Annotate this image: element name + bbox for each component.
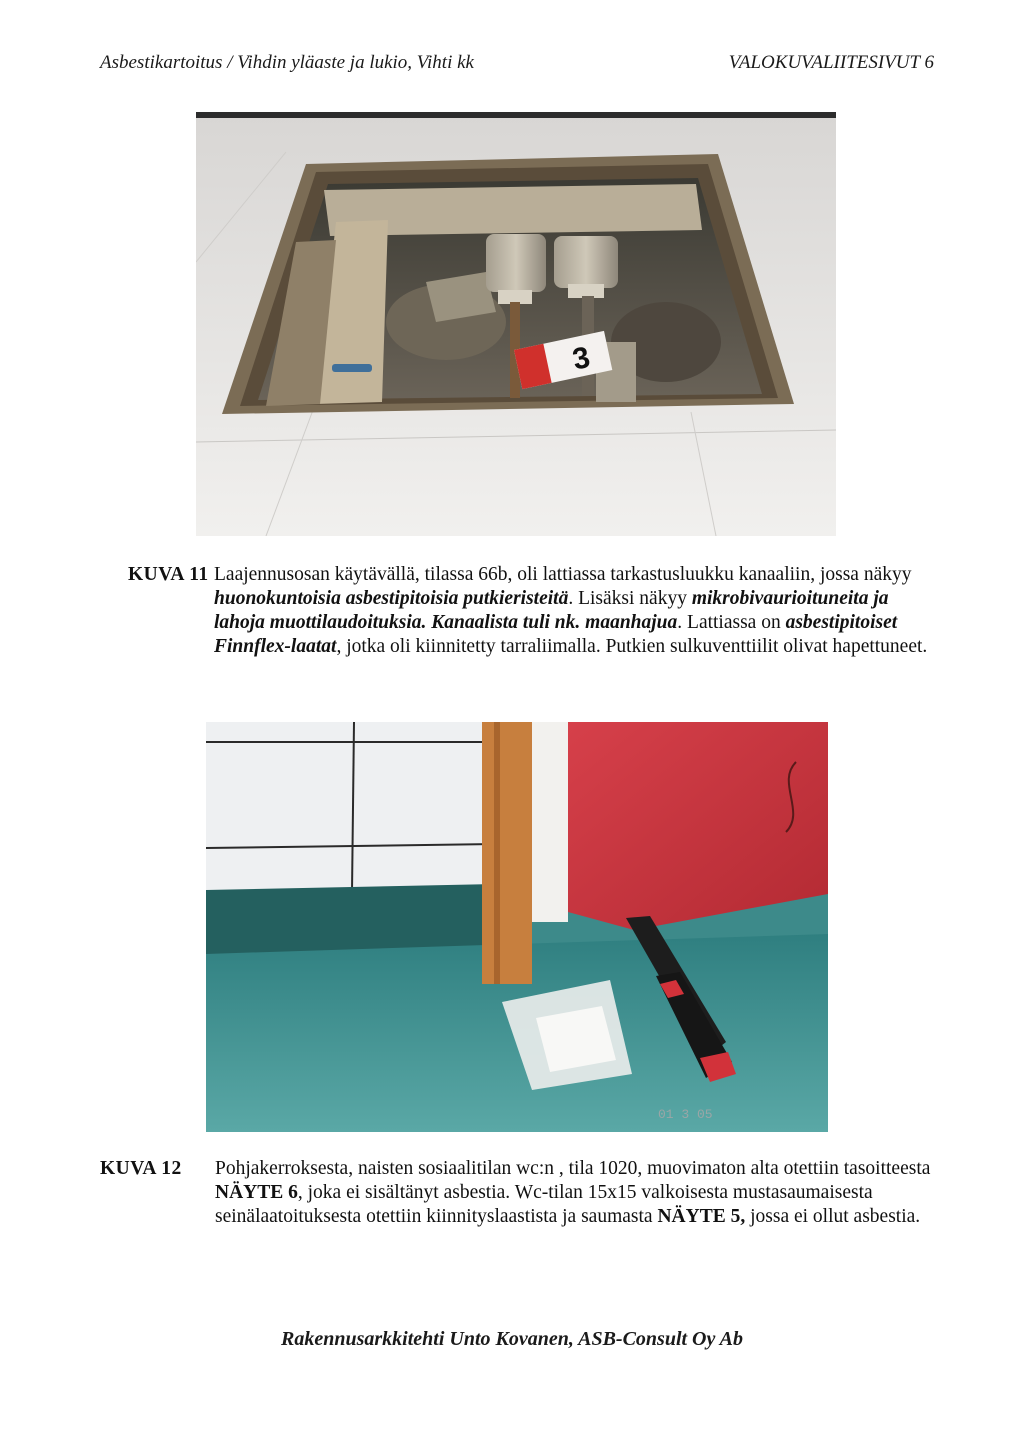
caption-label-kuva-11: KUVA 11 [128, 564, 209, 585]
footer-credit: Rakennusarkkitehti Unto Kovanen, ASB-Consult Oy Ab [281, 1328, 743, 1350]
caption-kuva-11 [214, 563, 934, 659]
caption-kuva-12 [215, 1157, 935, 1229]
caption1-text-4: , jotka oli kiinnitetty tarraliimalla. Putkien sulkuventtiilit olivat hapettuneet. [336, 636, 928, 657]
caption-label-kuva-12: KUVA 12 [100, 1158, 182, 1179]
caption2-text-2: , joka ei sisältänyt asbestia. Wc-tilan 15x15 valkoisesta mustasaumaisesta seinälaatoituksesta otettiin kiinnityslaastista ja saumasta [215, 1182, 873, 1227]
caption1-text-1: Laajennusosan käytävällä, tilassa 66b, oli lattiassa tarkastusluukku kanaaliin, jossa näkyy [214, 564, 912, 585]
caption2-text-1: Pohjakerroksesta, naisten sosiaalitilan wc:n , tila 1020, muovimaton alta otettiin tasoitteesta [215, 1158, 931, 1179]
header-page-label: VALOKUVALIITESIVUT 6 [728, 52, 934, 73]
caption2-emph-1: NÄYTE 6 [215, 1182, 298, 1203]
date-stamp: 01 3 05 [658, 1107, 713, 1122]
caption2-text-3: jossa ei ollut asbestia. [745, 1206, 921, 1227]
caption1-text-3: . Lattiassa on [677, 612, 786, 633]
caption2-emph-2: NÄYTE 5, [657, 1206, 746, 1227]
sample-tag-number: 3 [569, 340, 593, 377]
caption1-emph-1: huonokuntoisia asbestipitoisia putkieristeitä [214, 588, 569, 609]
caption1-emph-3: asbestipitoiset Finnflex-laatat [214, 612, 898, 657]
photo-sample-bag [206, 722, 828, 1132]
caption1-emph-2: mikrobivaurioituneita ja lahoja muottilaudoituksia. Kanaalista tuli nk. maanhajua [214, 588, 889, 633]
photo-floor-hatch [196, 112, 836, 536]
header-title: Asbestikartoitus / Vihdin yläaste ja lukio, Vihti kk [100, 52, 474, 73]
caption1-text-2: . Lisäksi näkyy [568, 588, 692, 609]
